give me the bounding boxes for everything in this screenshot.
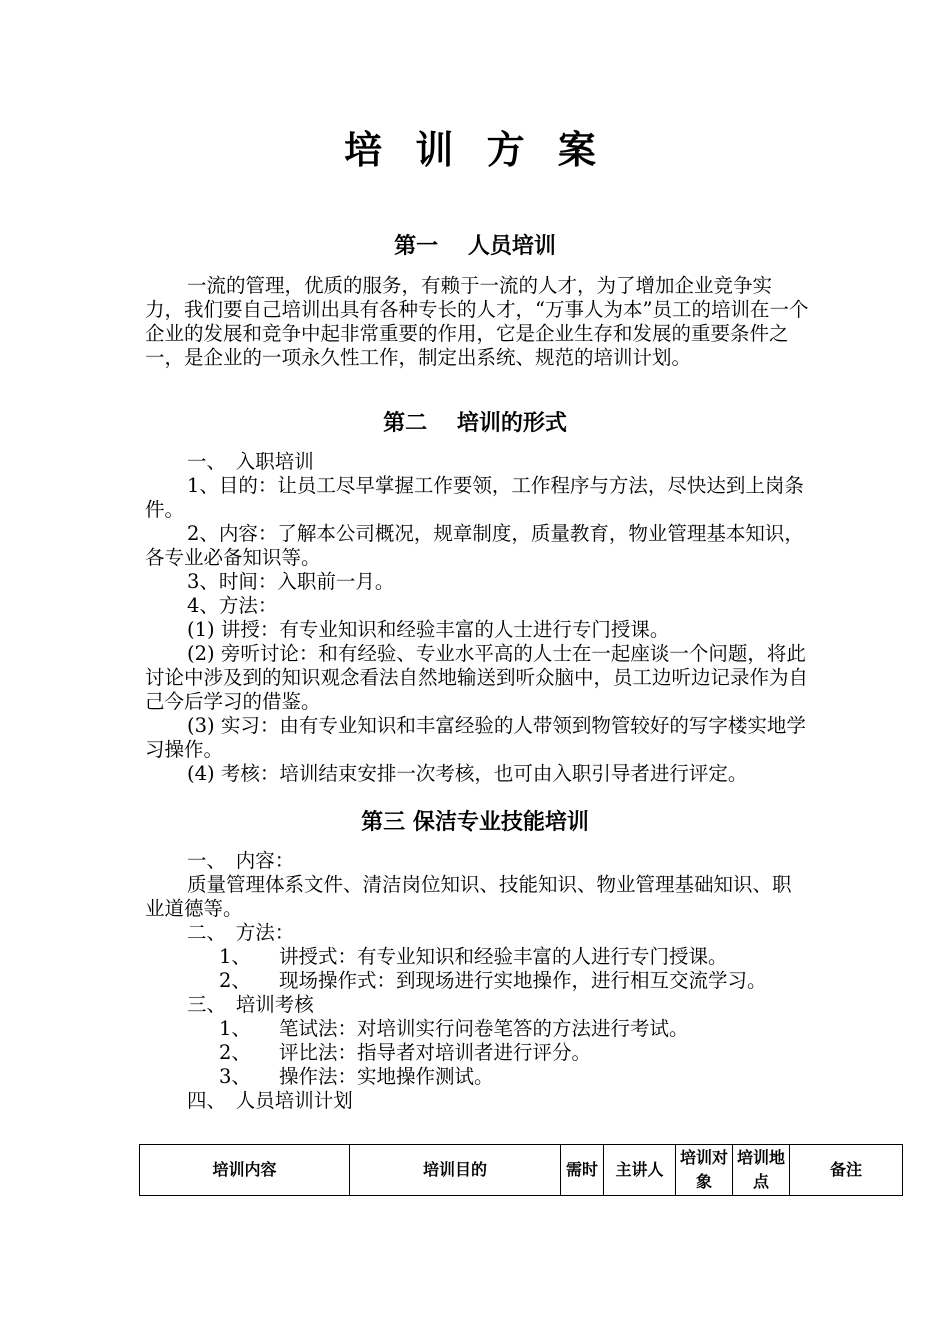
section2-subheading: 一、 入职培训 bbox=[187, 450, 314, 473]
section3-body bbox=[145, 849, 810, 1113]
table-header-cell: 培训目的 bbox=[350, 1145, 561, 1196]
section3-content-text: 质量管理体系文件、清洁岗位知识、技能知识、物业管理基础知识、职业道德等。 bbox=[145, 873, 792, 920]
section2-item: (2) 旁听讨论：和有经验、专业水平高的人士在一起座谈一个问题，将此讨论中涉及到的知识观念看法自然地输送到听众脑中，员工边听边记录作为自己今后学习的借鉴。 bbox=[145, 642, 809, 713]
method-text: 讲授式：有专业知识和经验丰富的人进行专门授课。 bbox=[279, 945, 728, 968]
section3-heading: 第三 保洁专业技能培训 bbox=[361, 810, 589, 835]
table-header-cell: 培训对象 bbox=[676, 1145, 733, 1196]
table-header-cell: 备注 bbox=[790, 1145, 903, 1196]
table-header-row bbox=[140, 1145, 903, 1196]
method-number: 2、 bbox=[219, 969, 251, 992]
table-header-cell: 培训地点 bbox=[733, 1145, 790, 1196]
table-header-cell: 培训内容 bbox=[140, 1145, 350, 1196]
section2-item: 4、方法： bbox=[187, 594, 278, 617]
section2-item: (1) 讲授：有专业知识和经验丰富的人士进行专门授课。 bbox=[187, 618, 670, 641]
section3-exam-label: 三、 培训考核 bbox=[187, 993, 314, 1016]
section2-heading: 第二 培训的形式 bbox=[383, 411, 567, 436]
section2-item: (3) 实习：由有专业知识和丰富经验的人带领到物管较好的写字楼实地学习操作。 bbox=[145, 714, 806, 761]
table-header-cell: 主讲人 bbox=[604, 1145, 676, 1196]
section1-paragraph: 一流的管理，优质的服务，有赖于一流的人才，为了增加企业竞争实力，我们要自己培训出具有各种专长的人才，“万事人为本”员工的培训在一个企业的发展和竞争中起非常重要的作用，它是企业生存和发展的重要条件之一，是企业的一项永久性工作，制定出系统、规范的培训计划。 bbox=[145, 274, 809, 369]
method-item bbox=[145, 945, 810, 969]
exam-number: 1、 bbox=[219, 1017, 251, 1040]
document-title: 培 训 方 案 bbox=[344, 128, 606, 172]
exam-item bbox=[145, 1017, 810, 1041]
exam-item bbox=[145, 1065, 810, 1089]
section3-plan-label: 四、 人员培训计划 bbox=[187, 1089, 353, 1112]
section1-heading: 第一 人员培训 bbox=[394, 234, 556, 259]
section3-content-label: 一、 内容： bbox=[187, 849, 295, 872]
exam-number: 3、 bbox=[219, 1065, 251, 1088]
section3-method-label: 二、 方法： bbox=[187, 921, 295, 944]
exam-item bbox=[145, 1041, 810, 1065]
section2-item: (4) 考核：培训结束安排一次考核，也可由入职引导者进行评定。 bbox=[187, 762, 748, 785]
exam-number: 2、 bbox=[219, 1041, 251, 1064]
table-header-cell: 需时 bbox=[561, 1145, 604, 1196]
exam-text: 笔试法：对培训实行问卷笔答的方法进行考试。 bbox=[279, 1017, 689, 1040]
exam-text: 操作法：实地操作测试。 bbox=[279, 1065, 494, 1088]
section2-item: 3、时间：入职前一月。 bbox=[187, 570, 395, 593]
section1-body bbox=[145, 274, 810, 370]
method-number: 1、 bbox=[219, 945, 251, 968]
method-text: 现场操作式：到现场进行实地操作，进行相互交流学习。 bbox=[279, 969, 767, 992]
method-item bbox=[145, 969, 810, 993]
training-plan-table bbox=[139, 1144, 903, 1196]
exam-text: 评比法：指导者对培训者进行评分。 bbox=[279, 1041, 592, 1064]
section2-item: 1、目的：让员工尽早掌握工作要领，工作程序与方法，尽快达到上岗条件。 bbox=[145, 474, 804, 521]
section2-item: 2、内容：了解本公司概况，规章制度，质量教育，物业管理基本知识，各专业必备知识等。 bbox=[145, 522, 804, 569]
section2-body bbox=[145, 450, 810, 786]
